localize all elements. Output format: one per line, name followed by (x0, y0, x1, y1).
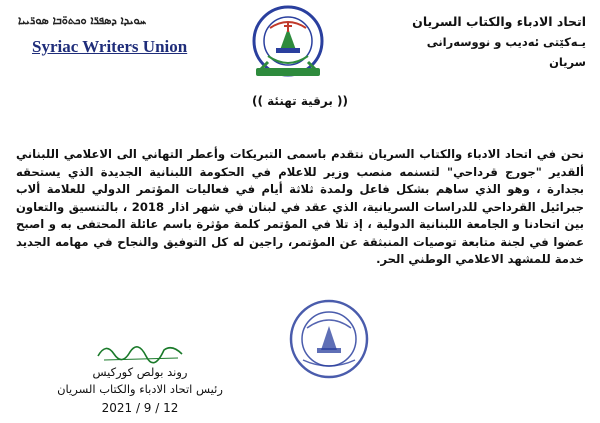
signature-block (50, 364, 230, 417)
letter-date: 2021 / 9 / 12 (101, 401, 179, 415)
header-english (18, 12, 218, 60)
handwritten-signature (94, 336, 186, 366)
letter-body: نحن في اتحاد الادباء والكتاب السريان نتقدم باسمى التبريكات وأعطر التهاني الى الاعلامي اللبناني ألقدير "جورج قرداحي" لتسنمه منصب وزير للاعلام في الحكومة اللبنانية الجديدة الذي يستحقه بجدارة ، وهو الذي ساهم بشكل فاعل ولمدة ثلاثة أيام في فعاليات المؤتمر الدولي للعلامة ألاب جبرائيل القرداحي للدراسات السريانية، الذي عقد في لبنان في شهر اذار 2018 ، بالتنسيق والتعاون بين اتحادنا و الجامعة اللبنانية الدولية ، إذ تلا في المؤتمر كلمة مؤثرة باسم عائلة المحتفى به و اصبح عضوا في لجنة متابعة توصيات المنبثقة عن المؤتمر، راجين له كل التوفيق والنجاح في مهامه الجديد خدمة للمشهد الاعلامي الوطني الحر. (16, 147, 584, 266)
document-title: (( برقية تهنئة )) (252, 94, 348, 108)
header-arabic-name: اتحاد الادباء والكتاب السريان (412, 14, 586, 29)
header-kurdish-name: يـەكێتى ئەديب و نووسەرانى سريان (426, 35, 586, 69)
header-english-name: Syriac Writers Union (32, 37, 188, 56)
signatory-name: روند بولص كوركيس (92, 365, 188, 379)
header-arabic (396, 12, 586, 72)
union-logo-top (246, 4, 330, 80)
signatory-position: رئيس اتحاد الادباء والكتاب السريان (57, 382, 223, 396)
header-syriac-name: ܚܘܝܕܐ ܕܣܦܪ̈ܐ ܘܟܬܘ̈ܒܐ ܣܘܪ̈ܝܝܐ (18, 14, 147, 27)
union-seal-stamp (285, 298, 373, 380)
